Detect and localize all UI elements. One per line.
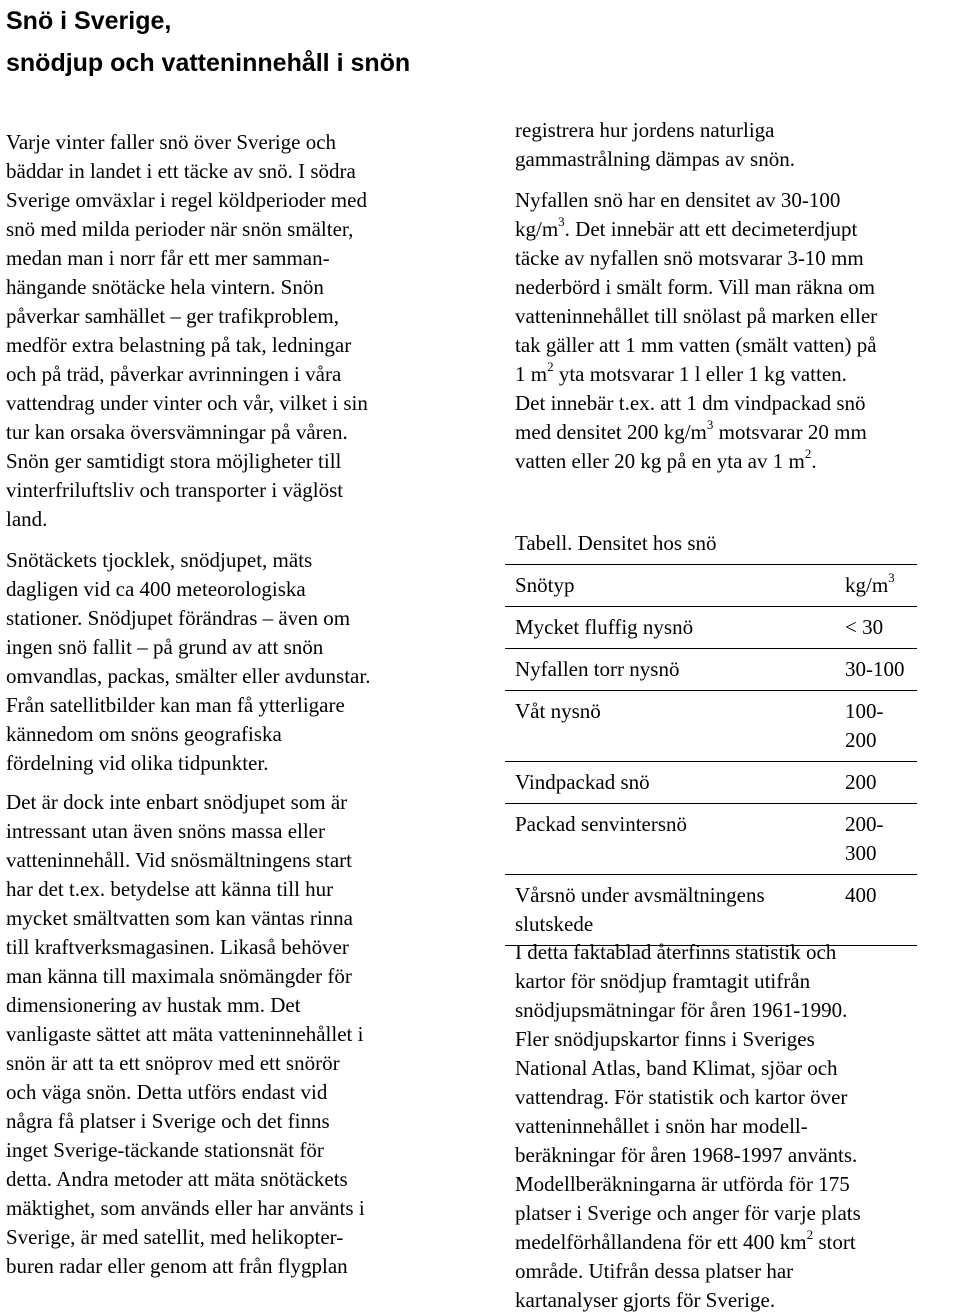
text-line: dimensionering av hustak mm. Det [6,993,301,1017]
superscript: 2 [804,446,812,461]
text-line: Från satellitbilder kan man få ytterligare [6,693,345,717]
text-line: Modellberäkningarna är utförda för 175 [515,1172,850,1196]
cell-snow-type: Vindpackad snö [505,762,843,804]
text-line: och väga snön. Detta utförs endast vid [6,1080,328,1104]
text-line: har det t.ex. betydelse att känna till hur [6,877,334,901]
table-row [505,804,917,875]
text-line: registrera hur jordens naturliga [515,118,775,142]
text-line [515,446,817,473]
text-line: kartanalyser gjorts för Sverige. [515,1288,776,1312]
text-line: till kraftverksmagasinen. Likaså behöver [6,935,349,959]
table-row [505,762,917,804]
paragraph-snow-depth [6,546,370,778]
table-header-row [505,565,917,607]
table-row [505,607,917,649]
text-line: bäddar in landet i ett täcke av snö. I södra [6,159,356,183]
text-line: buren radar eller genom att från flygplan [6,1254,348,1278]
text-line: och på träd, påverkar avrinningen i våra [6,362,342,386]
superscript: 3 [888,570,895,585]
text-fragment: . [811,449,817,473]
text-line: stationer. Snödjupet förändras – även om [6,606,351,630]
text-line [515,1227,856,1254]
cell-snow-type: Våt nysnö [505,691,843,762]
paragraph-statistics [515,938,861,1315]
table-row [505,649,917,691]
text-line: snödjupsmätningar för åren 1961-1990. [515,998,848,1022]
text-line: vanligaste sättet att mäta vatteninnehållet i [6,1022,364,1046]
cell-density: 100-200 [843,691,917,762]
page-title [6,0,410,84]
table-row [505,875,917,946]
text-line: tur kan orsaka översvämningar på våren. [6,420,348,444]
cell-text-line: Vårsnö under avsmältningens [515,883,765,907]
text-line: beräkningar för åren 1968-1997 använts. [515,1143,858,1167]
header-snow-type: Snötyp [505,565,843,607]
superscript: 3 [706,417,714,432]
text-line: I detta faktablad återfinns statistik och [515,940,837,964]
text-line: vatteninnehållet i snön har modell- [515,1114,808,1138]
text-line: Varje vinter faller snö över Sverige och [6,130,337,154]
paragraph-water-content [6,788,365,1281]
paragraph-density [515,186,877,476]
text-fragment: med densitet 200 kg/m [515,420,707,444]
text-line: dagligen vid ca 400 meteorologiska [6,577,306,601]
cell-density: 30-100 [843,649,917,691]
text-line: vinterfriluftsliv och transporter i väglöst [6,478,344,502]
text-line: National Atlas, band Klimat, sjöar och [515,1056,838,1080]
text-line: detta. Andra metoder att mäta snötäckets [6,1167,348,1191]
text-line: gammastrålning dämpas av snön. [515,147,795,171]
cell-density: < 30 [843,607,917,649]
text-line: Snötäckets tjocklek, snödjupet, mäts [6,548,313,572]
text-line: vattendrag. För statistik och kartor över [515,1085,848,1109]
text-line: inget Sverige-täckande stationsnät för [6,1138,324,1162]
text-line: omvandlas, packas, smälter eller avdunstar. [6,664,371,688]
title-line-1: Snö i Sverige, [6,7,172,35]
text-line: vatteninnehåll. Vid snösmältningens start [6,848,352,872]
density-table [505,564,917,946]
text-line: Sverige, är med satellit, med helikopter- [6,1225,344,1249]
text-line: medför extra belastning på tak, ledningar [6,333,352,357]
superscript: 3 [558,214,565,229]
text-line: vatteninnehållet till snölast på marken eller [515,304,878,328]
text-fragment: 1 m [515,362,548,386]
text-line: land. [6,507,48,531]
text-fragment: . Det innebär att ett decimeterdjupt [564,217,858,241]
text-line: platser i Sverige och anger för varje plats [515,1201,861,1225]
text-line: kännedom om snöns geografiska [6,722,282,746]
paragraph-intro [6,128,368,534]
cell-density: 400 [843,875,917,946]
text-line: medan man i norr får ett mer samman- [6,246,330,270]
superscript: 2 [806,1227,814,1242]
text-fragment: motsvarar 20 mm [713,420,867,444]
header-density [843,565,917,607]
cell-text-line: slutskede [515,912,594,936]
text-fragment: kg/m [515,217,559,241]
text-line: hängande snötäcke hela vintern. Snön [6,275,324,299]
text-fragment: vatten eller 20 kg på en yta av 1 m [515,449,805,473]
text-line: område. Utifrån dessa platser har [515,1259,794,1283]
text-line: Snön ger samtidigt stora möjligheter till [6,449,342,473]
text-line: påverkar samhället – ger trafikproblem, [6,304,339,328]
text-line: Fler snödjupskartor finns i Sveriges [515,1027,815,1051]
cell-snow-type: Nyfallen torr nysnö [505,649,843,691]
table-row [505,691,917,762]
text-line: kartor för snödjup framtagit utifrån [515,969,811,993]
title-line-2: snödjup och vatteninnehåll i snön [6,49,411,77]
text-line: tak gäller att 1 mm vatten (smält vatten) på [515,333,877,357]
text-line: intressant utan även snöns massa eller [6,819,325,843]
text-line: man känna till maximala snömängder för [6,964,352,988]
text-fragment: yta motsvarar 1 l eller 1 kg vatten. [553,362,847,386]
text-line: Sverige omväxlar i regel köldperioder med [6,188,367,212]
cell-density: 200-300 [843,804,917,875]
cell-snow-type: Mycket fluffig nysnö [505,607,843,649]
text-line: vattendrag under vinter och vår, vilket i sin [6,391,368,415]
superscript: 2 [547,359,554,374]
text-line: fördelning vid olika tidpunkter. [6,751,269,775]
text-line: snö med milda perioder när snön smälter, [6,217,354,241]
text-line [515,417,867,444]
cell-density: 200 [843,762,917,804]
text-line: täcke av nyfallen snö motsvarar 3-10 mm [515,246,864,270]
text-line: ingen snö fallit – på grund av att snön [6,635,324,659]
text-line: mycket smältvatten som kan väntas rinna [6,906,353,930]
paragraph-gamma [515,116,795,174]
cell-snow-type [505,875,843,946]
text-line: några få platser i Sverige och det finns [6,1109,330,1133]
table-caption: Tabell. Densitet hos snö [515,531,717,555]
text-line: nederbörd i smält form. Vill man räkna om [515,275,875,299]
text-fragment: stort [813,1230,856,1254]
text-line: mäktighet, som används eller har använts i [6,1196,365,1220]
cell-snow-type: Packad senvintersnö [505,804,843,875]
text-fragment: medelförhållandena för ett 400 km [515,1230,807,1254]
text-line [515,359,847,386]
text-line: snön är att ta ett snöprov med ett snörör [6,1051,340,1075]
text-line: Det är dock inte enbart snödjupet som är [6,790,348,814]
text-line [515,214,858,241]
text-line: Nyfallen snö har en densitet av 30-100 [515,188,841,212]
header-unit: kg/m [845,573,889,597]
text-line: Det innebär t.ex. att 1 dm vindpackad snö [515,391,866,415]
